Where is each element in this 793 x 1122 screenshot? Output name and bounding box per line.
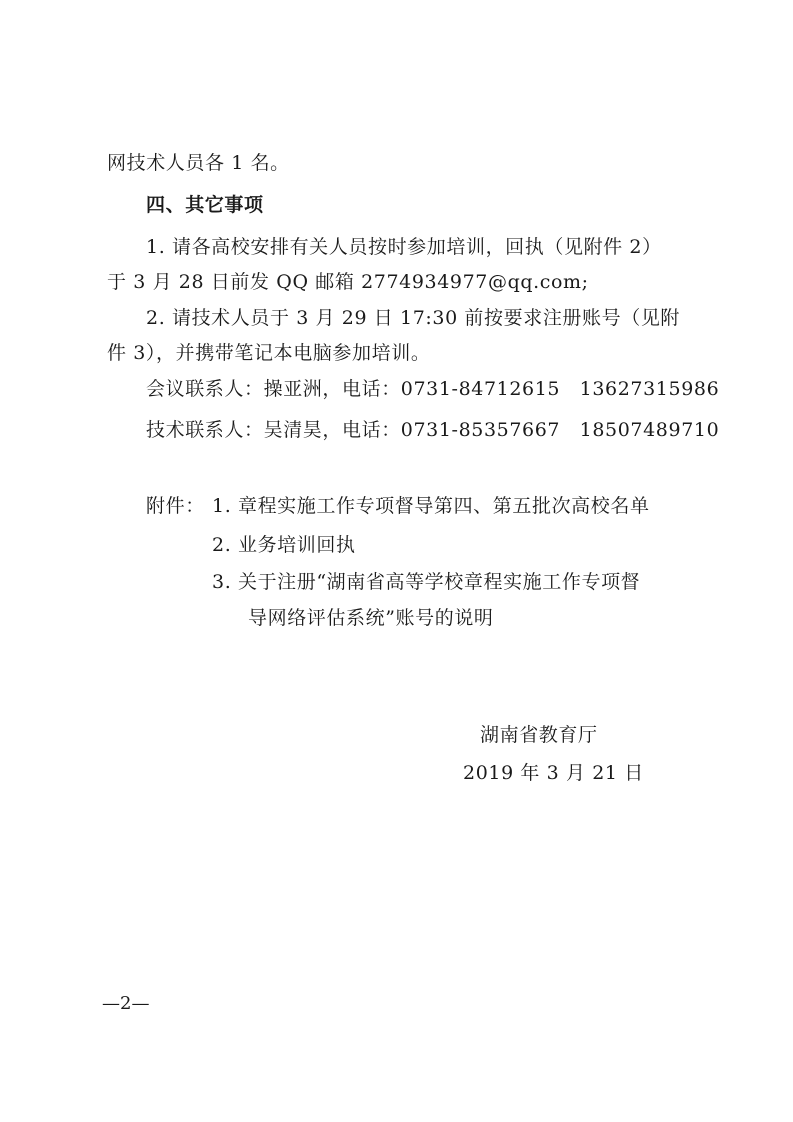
contact-meeting: 会议联系人：操亚洲，电话：0731-84712615 13627315986 bbox=[146, 378, 720, 400]
contact-tech: 技术联系人：吴清昊，电话：0731-85357667 18507489710 bbox=[146, 419, 720, 441]
page-number: —2— bbox=[102, 993, 150, 1014]
section-heading: 四、其它事项 bbox=[146, 194, 264, 216]
attachment-item-3-line1: 3. 关于注册“湖南省高等学校章程实施工作专项督 bbox=[212, 571, 641, 593]
item2-line2: 件 3），并携带笔记本电脑参加培训。 bbox=[107, 342, 431, 364]
attachment-item-1: 1. 章程实施工作专项督导第四、第五批次高校名单 bbox=[212, 495, 650, 517]
signature-date: 2019 年 3 月 21 日 bbox=[463, 762, 644, 784]
attachment-item-2: 2. 业务培训回执 bbox=[212, 534, 356, 556]
item1-line1: 1. 请各高校安排有关人员按时参加培训，回执（见附件 2） bbox=[146, 236, 662, 258]
line-continuation: 网技术人员各 1 名。 bbox=[107, 152, 290, 174]
attachment-item-3-line2: 导网络评估系统”账号的说明 bbox=[248, 607, 494, 629]
signature-org: 湖南省教育厅 bbox=[480, 724, 598, 746]
item2-line1: 2. 请技术人员于 3 月 29 日 17:30 前按要求注册账号（见附 bbox=[146, 307, 681, 329]
attachments-label: 附件： bbox=[146, 495, 205, 517]
item1-line2: 于 3 月 28 日前发 QQ 邮箱 2774934977@qq.com; bbox=[107, 271, 589, 293]
